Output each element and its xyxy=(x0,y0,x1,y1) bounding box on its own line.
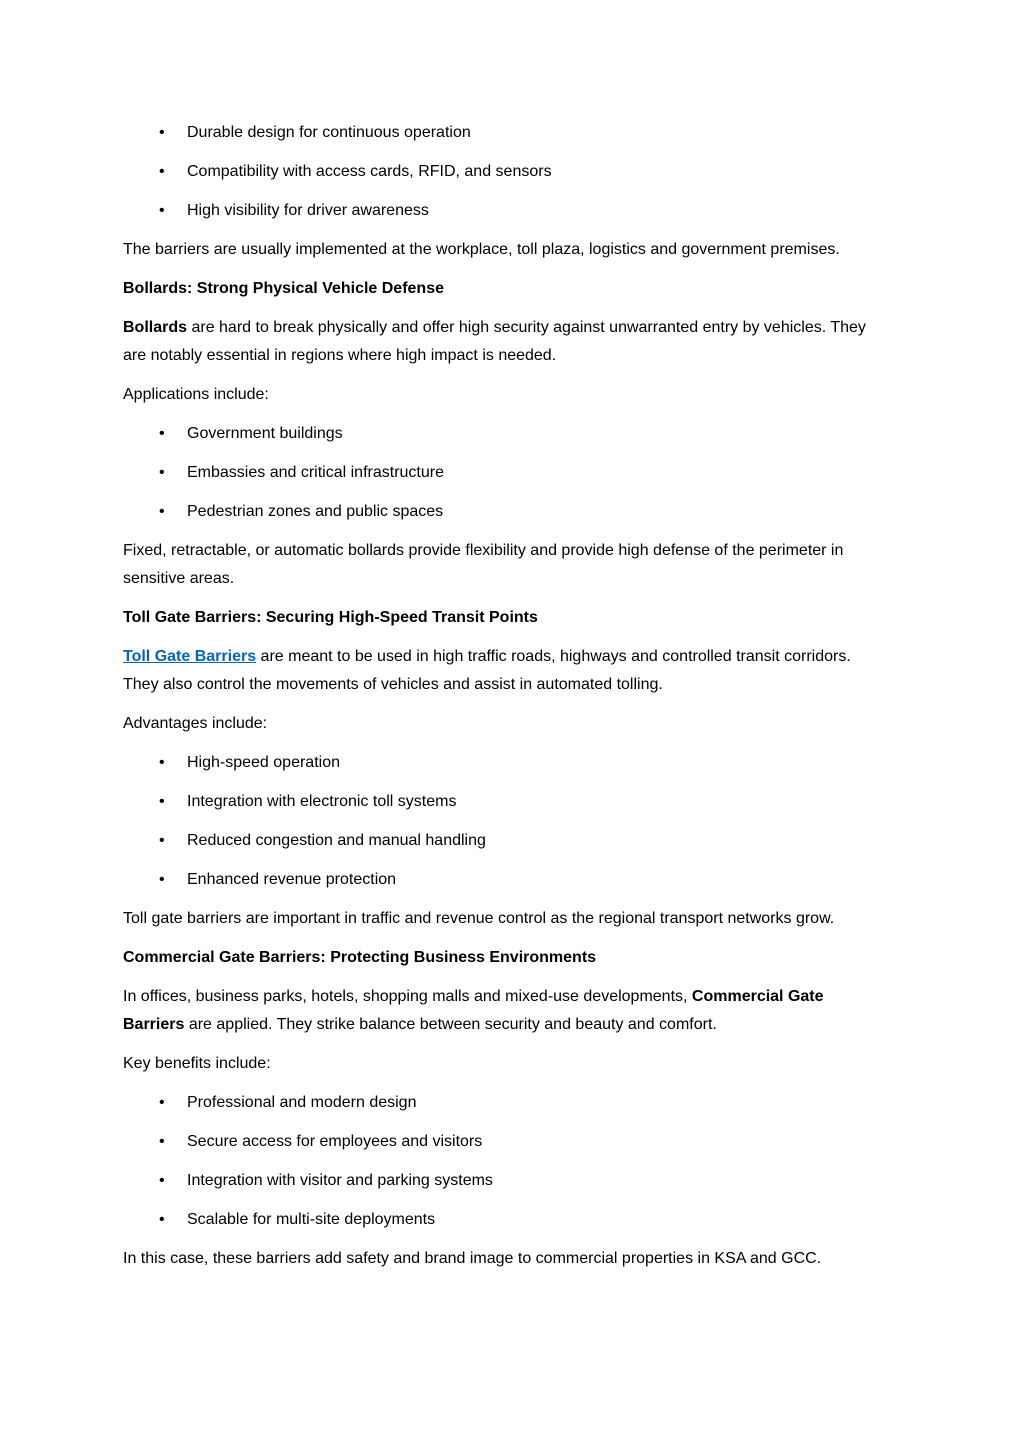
list-item: • Enhanced revenue protection xyxy=(123,866,880,894)
list-item: • Scalable for multi-site deployments xyxy=(123,1206,880,1234)
advantages-bullet-list xyxy=(123,749,880,894)
list-item: • Reduced congestion and manual handling xyxy=(123,827,880,855)
list-item: • Embassies and critical infrastructure xyxy=(123,459,880,487)
list-item: • Pedestrian zones and public spaces xyxy=(123,498,880,526)
intro-paragraph: The barriers are usually implemented at the workplace, toll plaza, logistics and government premises. xyxy=(123,241,840,258)
bollards-closing-paragraph: Fixed, retractable, or automatic bollards provide flexibility and provide high defense of the perimeter in sensitive areas. xyxy=(123,542,844,587)
list-item: • High-speed operation xyxy=(123,749,880,777)
list-item: • Secure access for employees and visitors xyxy=(123,1128,880,1156)
list-item: • Durable design for continuous operation xyxy=(123,119,880,147)
applications-label: Applications include: xyxy=(123,386,269,403)
bollards-paragraph-text: are hard to break physically and offer high security against unwarranted entry by vehicles. They are notably essential in regions where high impact is needed. xyxy=(123,319,866,364)
benefits-bullet-list xyxy=(123,1089,880,1234)
list-item: • High visibility for driver awareness xyxy=(123,197,880,225)
bollards-heading: Bollards: Strong Physical Vehicle Defense xyxy=(123,280,444,297)
bollards-paragraph xyxy=(123,314,880,370)
closing-paragraph: In this case, these barriers add safety and brand image to commercial properties in KSA and GCC. xyxy=(123,1250,822,1267)
toll-paragraph-text: are meant to be used in high traffic roads, highways and controlled transit corridors. They also control the movements of vehicles and assist in automated tolling. xyxy=(123,648,851,693)
list-item: • Compatibility with access cards, RFID, and sensors xyxy=(123,158,880,186)
applications-bullet-list xyxy=(123,420,880,526)
advantages-label: Advantages include: xyxy=(123,715,268,732)
commercial-paragraph-text: are applied. They strike balance between security and beauty and comfort. xyxy=(184,1016,717,1033)
intro-bullet-list xyxy=(123,119,880,225)
commercial-heading: Commercial Gate Barriers: Protecting Business Environments xyxy=(123,949,597,966)
list-item: • Integration with electronic toll systems xyxy=(123,788,880,816)
toll-gate-barriers-link[interactable]: Toll Gate Barriers xyxy=(123,648,257,665)
list-item: • Integration with visitor and parking systems xyxy=(123,1167,880,1195)
bollards-bold-term: Bollards xyxy=(123,319,188,336)
benefits-label: Key benefits include: xyxy=(123,1055,271,1072)
commercial-paragraph xyxy=(123,983,880,1039)
list-item: • Government buildings xyxy=(123,420,880,448)
commercial-bold-term: Commercial Gate Barriers xyxy=(123,988,824,1033)
list-item: • Professional and modern design xyxy=(123,1089,880,1117)
toll-heading: Toll Gate Barriers: Securing High-Speed Transit Points xyxy=(123,609,538,626)
toll-closing-paragraph: Toll gate barriers are important in traffic and revenue control as the regional transport networks grow. xyxy=(123,910,835,927)
toll-paragraph xyxy=(123,643,880,699)
commercial-paragraph-start: In offices, business parks, hotels, shopping malls and mixed-use developments, xyxy=(123,988,692,1005)
